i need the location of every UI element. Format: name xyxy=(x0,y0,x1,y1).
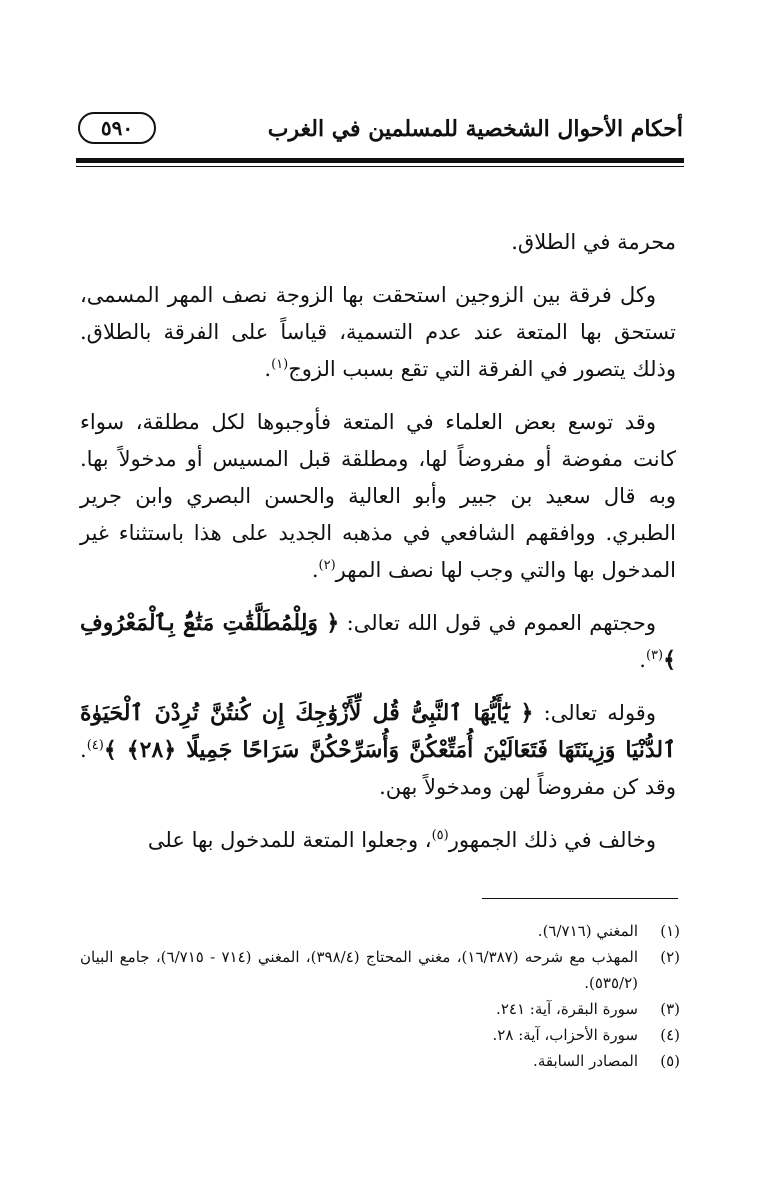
footnote-2 xyxy=(80,944,680,996)
paragraph-4-end: . xyxy=(639,648,646,672)
paragraph-5-intro: وقوله تعالى: xyxy=(543,701,656,725)
paragraph-2-end: . xyxy=(264,357,272,381)
paragraph-3 xyxy=(80,404,676,589)
quran-verse-1: ﴿ وَلِلْمُطَلَّقَٰتِ مَتَٰعٌۢ بِٱلْمَعْرُوفِ ﴾ xyxy=(80,610,676,673)
paragraph-5 xyxy=(80,695,676,806)
paragraph-5-end: . وقد كن مفروضاً لهن ومدخولاً بهن. xyxy=(80,738,676,799)
footnote-number: (١) xyxy=(660,922,680,940)
running-title: أحكام الأحوال الشخصية للمسلمين في الغرب xyxy=(267,116,683,142)
page-header xyxy=(78,108,683,152)
footnote-3 xyxy=(80,996,680,1022)
footnote-text: سورة الأحزاب، آية: ٢٨. xyxy=(492,1026,638,1044)
footnote-5 xyxy=(80,1048,680,1074)
paragraph-6-start: وخالف في ذلك الجمهور xyxy=(448,828,656,852)
header-rule-thick xyxy=(76,158,684,163)
footnote-4 xyxy=(80,1022,680,1048)
footnotes xyxy=(80,918,680,1074)
footnote-text: المغني (٦/٧١٦). xyxy=(537,922,638,940)
footnote-number: (٢) xyxy=(660,948,680,966)
footnote-1 xyxy=(80,918,680,944)
paragraph-4-intro: وحجتهم العموم في قول الله تعالى: xyxy=(346,611,656,635)
footnote-ref-3: (٣) xyxy=(645,648,664,663)
main-text xyxy=(80,224,676,875)
paragraph-1 xyxy=(80,224,676,261)
paragraph-3-text: وقد توسع بعض العلماء في المتعة فأوجبوها لكل مطلقة، سواء كانت مفوضة أو مفروضاً لها، ومطلقة قبل المسيس أو مدخولاً بها. وبه قال سعيد بن جبير وأبو العالية والحسن البصري وابن جرير الطبري. ووافقهم الشافعي في مذهبه الجديد على هذا باستثناء غير المدخول بها والتي وجب لها نصف المهر xyxy=(80,410,676,582)
footnote-ref-2: (٢) xyxy=(318,558,336,573)
paragraph-4 xyxy=(80,605,676,679)
paragraph-1-text: محرمة في الطلاق. xyxy=(511,230,676,254)
footnote-number: (٤) xyxy=(660,1026,680,1044)
footnote-ref-5: (٥) xyxy=(431,828,449,843)
paragraph-6-end: ، وجعلوا المتعة للمدخول بها على xyxy=(147,828,432,852)
quran-verse-2: ﴿ يَٰٓأَيُّهَا ٱلنَّبِىُّ قُل لِّأَزْوَٰجِكَ إِن كُنتُنَّ تُرِدْنَ ٱلْحَيَوٰةَ ٱلدُّنْيَا وَزِينَتَهَا فَتَعَالَيْنَ أُمَتِّعْكُنَّ وَأُسَرِّحْكُنَّ سَرَاحًا جَمِيلًا ﴿٢٨﴾ ﴾ xyxy=(80,700,676,763)
footnote-text: المهذب مع شرحه (١٦/٣٨٧)، مغني المحتاج (٣٩٨/٤)، المغني (٧١٤ - ٦/٧١٥)، جامع البيان (٥٣٥/٢). xyxy=(80,948,638,992)
paragraph-2-text: وكل فرقة بين الزوجين استحقت بها الزوجة نصف المهر المسمى، تستحق بها المتعة عند عدم التسمية، قياساً على الفرقة بالطلاق. وذلك يتصور في الفرقة التي تقع بسبب الزوج xyxy=(80,283,676,381)
footnote-number: (٣) xyxy=(660,1000,680,1018)
header-rule-thin xyxy=(76,166,684,167)
paragraph-2 xyxy=(80,277,676,388)
footnote-separator xyxy=(482,898,678,899)
footnote-ref-1: (١) xyxy=(271,357,289,372)
page-number-badge: ٥٩٠ xyxy=(78,112,156,144)
footnote-number: (٥) xyxy=(660,1052,680,1070)
footnote-text: المصادر السابقة. xyxy=(533,1052,638,1070)
paragraph-3-end: . xyxy=(311,558,319,582)
footnote-ref-4: (٤) xyxy=(86,738,104,753)
paragraph-6 xyxy=(80,822,676,859)
footnote-text: سورة البقرة، آية: ٢٤١. xyxy=(496,1000,638,1018)
